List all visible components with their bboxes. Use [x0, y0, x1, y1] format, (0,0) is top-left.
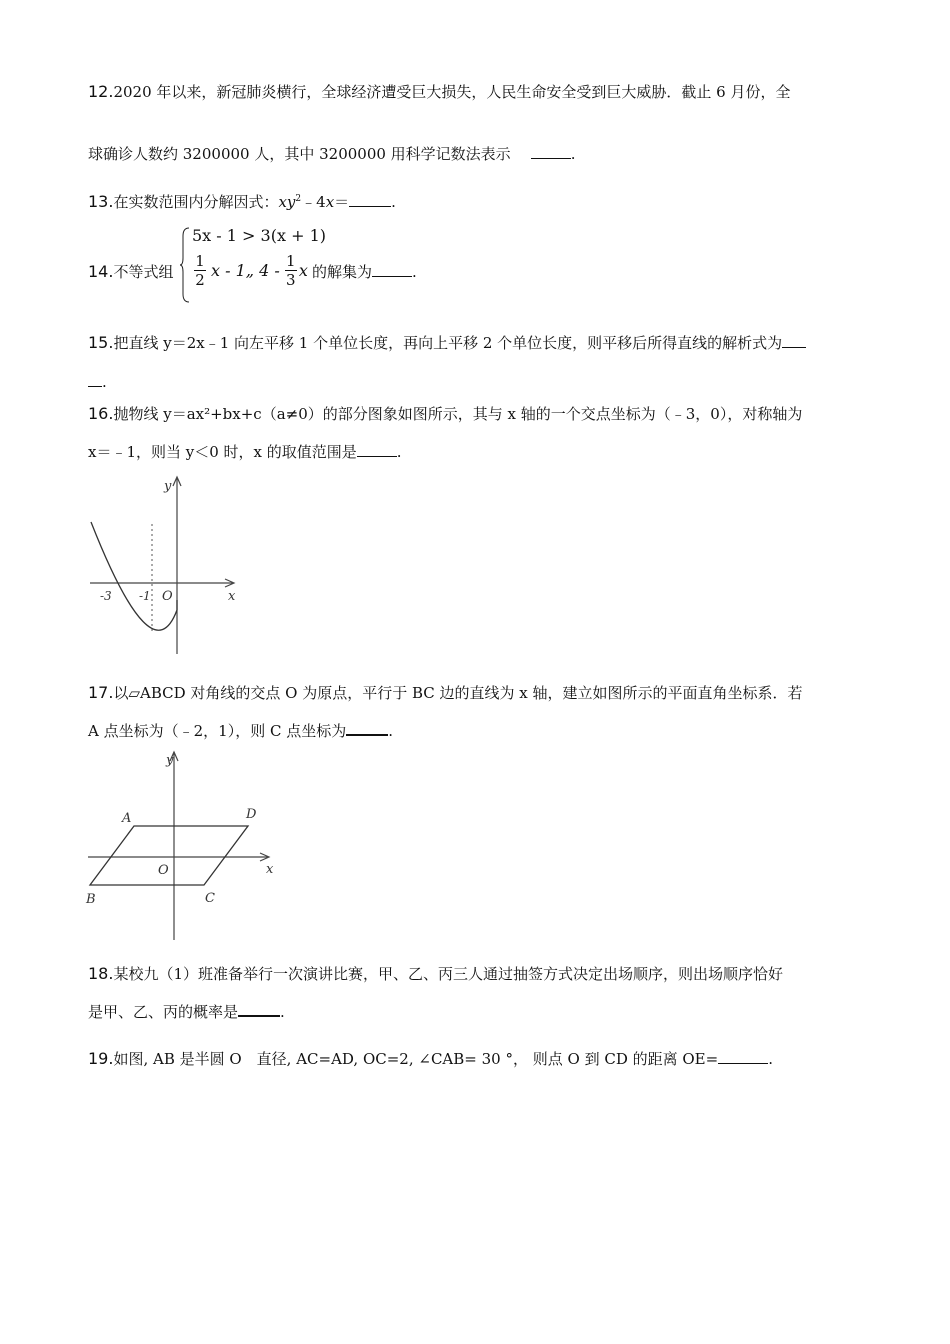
q18-line2	[88, 1001, 285, 1022]
q15-answer-blank-part2[interactable]	[88, 372, 102, 387]
frac-denominator: 2	[195, 271, 205, 289]
q18-line1	[88, 964, 783, 984]
q15-number: 15.	[88, 333, 114, 352]
q15-line1	[88, 333, 806, 353]
frac-denominator: 3	[286, 271, 296, 289]
q16-parabola-figure	[86, 472, 246, 657]
q19-answer-blank[interactable]	[718, 1049, 768, 1064]
q13-line	[88, 189, 396, 212]
q15-answer-blank-part1[interactable]	[782, 333, 806, 348]
q14-ineq2-end: x	[298, 261, 308, 280]
q14-inequality-1: 5x - 1 > 3(x + 1)	[192, 226, 326, 245]
q14-line	[88, 262, 173, 282]
vertex-c-label: C	[205, 891, 215, 906]
parallelogram-abcd	[90, 826, 248, 885]
origin-label: O	[162, 589, 173, 604]
parabola-curve	[91, 522, 177, 630]
q14-fraction-third	[285, 252, 297, 289]
q12-line2	[88, 144, 575, 164]
q13-equals: ＝	[334, 193, 350, 211]
q12-line1	[88, 82, 790, 102]
q14-text-before: 不等式组	[113, 263, 174, 281]
q14-ineq2-mid: x - 1„ 4 -	[211, 261, 280, 280]
origin-label: O	[158, 863, 169, 878]
q12-text-1: 2020 年以来，新冠肺炎横行，全球经济遭受巨大损失，人民生命安全受到巨大威胁．截止 6 月份，全	[113, 83, 791, 101]
q15-period: .	[102, 373, 107, 391]
q18-text-1: 某校九（1）班准备举行一次演讲比赛，甲、乙、丙三人通过抽签方式决定出场顺序，则出场顺序恰好	[113, 965, 784, 983]
q19-line1	[88, 1049, 773, 1069]
q17-number: 17.	[88, 683, 114, 702]
q18-period: .	[280, 1003, 285, 1021]
q14-inequality-system	[180, 226, 326, 304]
q19-number: 19.	[88, 1049, 114, 1068]
q16-text-1: 抛物线 y＝ax²+bx+c（a≠0）的部分图象如图所示，其与 x 轴的一个交点坐标为（﹣3，0），对称轴为	[113, 405, 803, 423]
q15-line2	[88, 372, 107, 392]
q13-exponent: 2	[295, 194, 302, 204]
y-axis-label: y	[166, 753, 174, 768]
q18-text-2: 是甲、乙、丙的概率是	[88, 1003, 239, 1021]
q17-text-1: 以▱ABCD 对角线的交点 O 为原点，平行于 BC 边的直线为 x 轴，建立如图所示的平面直角坐标系．若	[113, 684, 803, 702]
q14-period: .	[412, 263, 417, 281]
q12-number: 12.	[88, 82, 114, 101]
vertex-a-label: A	[122, 811, 132, 826]
frac-numerator: 1	[286, 252, 296, 270]
q17-parallelogram-figure	[82, 746, 282, 944]
q14-answer-blank[interactable]	[372, 262, 412, 277]
q13-period: .	[391, 193, 396, 211]
x-axis-label: x	[228, 589, 236, 604]
q17-answer-blank[interactable]	[346, 720, 388, 736]
q13-answer-blank[interactable]	[349, 192, 391, 207]
vertex-d-label: D	[246, 807, 257, 822]
q14-inequality-2	[192, 252, 308, 289]
x-axis-label: x	[266, 862, 274, 877]
q16-period: .	[396, 443, 402, 461]
q17-line2	[88, 720, 393, 741]
q13-number: 13.	[88, 192, 114, 211]
q12-period: .	[570, 145, 576, 163]
tick-label-minus3: -3	[100, 589, 112, 603]
q16-line1	[88, 404, 802, 424]
q16-text-2: x＝﹣1，则当 y＜0 时，x 的取值范围是	[88, 443, 357, 461]
q13-expr-xy: xy	[278, 193, 296, 211]
q14-line-after	[312, 262, 417, 282]
left-brace-icon	[180, 226, 190, 304]
q19-period: .	[768, 1050, 773, 1068]
tick-label-minus1: -1	[139, 589, 151, 603]
q17-period: .	[388, 722, 393, 740]
q18-number: 18.	[88, 964, 114, 983]
q16-answer-blank[interactable]	[357, 442, 397, 457]
q18-answer-blank[interactable]	[238, 1001, 280, 1017]
q17-text-2: A 点坐标为（﹣2，1），则 C 点坐标为	[88, 722, 347, 740]
frac-numerator: 1	[195, 252, 205, 270]
q16-line2	[88, 442, 402, 462]
y-axis-label: y	[164, 479, 172, 494]
q17-line1	[88, 683, 803, 703]
q13-text: 在实数范围内分解因式：	[113, 193, 279, 211]
q12-answer-blank[interactable]	[531, 144, 571, 159]
q13-expr-minus4: ﹣4	[301, 193, 326, 211]
q14-fraction-half	[194, 252, 206, 289]
q12-text-2: 球确诊人数约 3200000 人，其中 3200000 用科学记数法表示	[88, 145, 511, 163]
q15-text: 把直线 y＝2x﹣1 向左平移 1 个单位长度，再向上平移 2 个单位长度，则平移后所得直线的解析式为	[113, 334, 783, 352]
q14-text-after: 的解集为	[312, 263, 373, 281]
vertex-b-label: B	[86, 892, 96, 907]
q19-text: 如图, AB 是半圆 O 直径, AC=AD, OC=2, ∠CAB= 30 °， 则点 O 到 CD 的距离 OE=	[113, 1050, 719, 1068]
q13-expr-x: x	[325, 193, 335, 211]
q16-number: 16.	[88, 404, 114, 423]
q14-number: 14.	[88, 262, 114, 281]
